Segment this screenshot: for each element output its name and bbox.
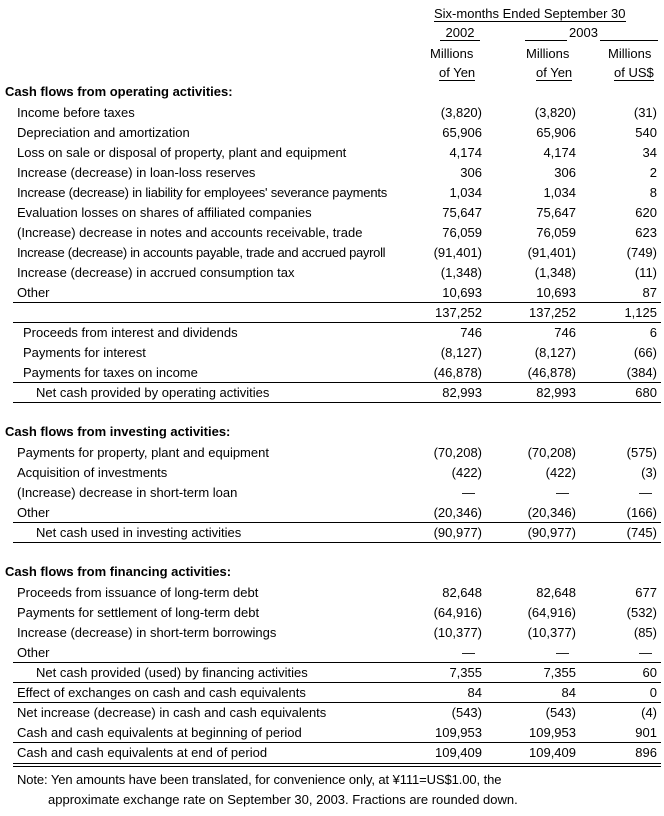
value-2002: (8,127) <box>440 345 482 360</box>
value-usd: (4) <box>641 705 657 720</box>
value-usd: (31) <box>633 105 657 120</box>
financing-section-title: Cash flows from financing activities: <box>5 564 232 579</box>
value-2002: (543) <box>451 705 482 720</box>
value-2002: (3,820) <box>440 105 482 120</box>
value-2002: 10,693 <box>442 285 482 300</box>
row-label: Income before taxes <box>17 105 135 120</box>
row-label: Other <box>17 505 50 520</box>
value-2003: — <box>556 485 569 500</box>
year-2002-header: 2002 <box>440 26 480 41</box>
value-2003: 109,409 <box>529 745 576 760</box>
value-usd: 540 <box>635 125 657 140</box>
row-label: Other <box>17 285 50 300</box>
value-2003: 109,953 <box>529 725 576 740</box>
subtotal-usd: 1,125 <box>624 305 657 320</box>
value-2003: 7,355 <box>543 665 576 680</box>
col2-unit: Millions <box>526 46 570 61</box>
col2-currency: of Yen <box>536 65 573 80</box>
value-2002: (422) <box>451 465 482 480</box>
value-2002: 82,993 <box>442 385 482 400</box>
row-label: Proceeds from issuance of long-term debt <box>17 585 259 600</box>
value-2002: 4,174 <box>449 145 482 160</box>
value-2003: 1,034 <box>543 185 576 200</box>
effect-row <box>0 683 664 703</box>
row-label: Acquisition of investments <box>17 465 168 480</box>
value-2003: (422) <box>545 465 576 480</box>
end-cash-row <box>0 743 664 763</box>
table-row <box>0 263 664 283</box>
net-financing-row <box>0 663 664 683</box>
value-2002: 746 <box>460 325 482 340</box>
value-usd: 87 <box>642 285 657 300</box>
row-label: Cash and cash equivalents at end of period <box>17 745 268 760</box>
value-2003: (64,916) <box>527 605 576 620</box>
row-label: Payments for settlement of long-term debt <box>17 605 260 620</box>
subtotal-2003: 137,252 <box>529 305 576 320</box>
value-usd: (85) <box>633 625 657 640</box>
value-2003: (70,208) <box>527 445 576 460</box>
value-usd: — <box>639 485 652 500</box>
net-investing-row <box>0 523 664 543</box>
col1-unit: Millions <box>430 46 474 61</box>
value-usd: 34 <box>642 145 657 160</box>
value-usd: (745) <box>626 525 657 540</box>
value-usd: 620 <box>635 205 657 220</box>
value-usd: 2 <box>649 165 657 180</box>
divider <box>13 402 661 403</box>
value-2002: (90,977) <box>433 525 482 540</box>
row-label: Depreciation and amortization <box>17 125 190 140</box>
value-usd: (166) <box>626 505 657 520</box>
operating-section-title: Cash flows from operating activities: <box>5 84 233 99</box>
table-row <box>0 223 664 243</box>
subtotal-2002: 137,252 <box>435 305 482 320</box>
value-usd: (66) <box>633 345 657 360</box>
value-2003: (8,127) <box>534 345 576 360</box>
value-2002: 76,059 <box>442 225 482 240</box>
table-row <box>0 203 664 223</box>
row-label: Effect of exchanges on cash and cash equivalents <box>17 685 306 700</box>
value-2003: (90,977) <box>527 525 576 540</box>
table-row <box>0 643 664 663</box>
row-label: Payments for taxes on income <box>23 365 198 380</box>
value-2002: (64,916) <box>433 605 482 620</box>
value-2003: 65,906 <box>536 125 576 140</box>
value-2002: 65,906 <box>442 125 482 140</box>
value-2003: 84 <box>561 685 576 700</box>
value-2002: 82,648 <box>442 585 482 600</box>
note-line-2: approximate exchange rate on September 30, 2003. Fractions are rounded down. <box>48 792 518 807</box>
row-label: (Increase) decrease in notes and accounts receivable, trade <box>17 225 363 240</box>
value-2003: 75,647 <box>536 205 576 220</box>
table-row <box>0 463 664 483</box>
col3-unit: Millions <box>608 46 652 61</box>
value-2002: (20,346) <box>433 505 482 520</box>
value-usd: (532) <box>626 605 657 620</box>
table-row <box>0 623 664 643</box>
row-label: Increase (decrease) in accounts payable, trade and accrued payroll <box>17 245 386 260</box>
table-row <box>0 163 664 183</box>
row-label: Cash and cash equivalents at beginning of period <box>17 725 302 740</box>
double-rule-top <box>13 763 661 764</box>
row-label: Proceeds from interest and dividends <box>23 325 238 340</box>
col3-currency: of US$ <box>614 65 654 80</box>
value-2002: (46,878) <box>433 365 482 380</box>
value-usd: 6 <box>649 325 657 340</box>
net-operating-row <box>0 383 664 403</box>
net-increase-row <box>0 703 664 723</box>
value-2003: (3,820) <box>534 105 576 120</box>
table-row <box>0 103 664 123</box>
value-2003: 746 <box>554 325 576 340</box>
row-label: Evaluation losses on shares of affiliated companies <box>17 205 312 220</box>
value-usd: 60 <box>642 665 657 680</box>
value-usd: 0 <box>649 685 657 700</box>
table-row <box>0 183 664 203</box>
value-usd: 8 <box>649 185 657 200</box>
value-2002: 109,953 <box>435 725 482 740</box>
table-row <box>0 583 664 603</box>
table-row <box>0 123 664 143</box>
year-2003-rule-left <box>525 40 567 41</box>
value-usd: (384) <box>626 365 657 380</box>
table-row <box>0 323 664 343</box>
table-row <box>0 283 664 303</box>
value-2002: (1,348) <box>440 265 482 280</box>
beginning-cash-row <box>0 723 664 743</box>
value-2003: 4,174 <box>543 145 576 160</box>
row-label: Payments for interest <box>23 345 146 360</box>
value-2003: 82,648 <box>536 585 576 600</box>
value-2003: (20,346) <box>527 505 576 520</box>
row-label: Net cash provided by operating activities <box>36 385 270 400</box>
row-label: Net cash used in investing activities <box>36 525 242 540</box>
value-2002: — <box>462 645 475 660</box>
value-2002: (10,377) <box>433 625 482 640</box>
value-usd: 901 <box>635 725 657 740</box>
table-row <box>0 143 664 163</box>
double-rule-bottom <box>13 766 661 767</box>
subtotal-row <box>0 303 664 323</box>
value-usd: (3) <box>641 465 657 480</box>
table-row <box>0 603 664 623</box>
value-2002: 75,647 <box>442 205 482 220</box>
table-row <box>0 363 664 383</box>
value-2002: 109,409 <box>435 745 482 760</box>
row-label: (Increase) decrease in short-term loan <box>17 485 238 500</box>
value-2003: (91,401) <box>527 245 576 260</box>
value-usd: 677 <box>635 585 657 600</box>
value-2002: (91,401) <box>433 245 482 260</box>
value-2002: 1,034 <box>449 185 482 200</box>
row-label: Increase (decrease) in liability for employees' severance payments <box>17 185 388 200</box>
table-row <box>0 343 664 363</box>
table-row <box>0 483 664 503</box>
row-label: Net increase (decrease) in cash and cash equivalents <box>17 705 327 720</box>
col1-currency: of Yen <box>439 65 476 80</box>
divider <box>13 542 661 543</box>
table-row <box>0 503 664 523</box>
value-usd: (749) <box>626 245 657 260</box>
year-2003-header: 2003 <box>569 25 598 40</box>
row-label: Increase (decrease) in short-term borrowings <box>17 625 277 640</box>
investing-section-title: Cash flows from investing activities: <box>5 424 231 439</box>
value-2003: 76,059 <box>536 225 576 240</box>
value-usd: 623 <box>635 225 657 240</box>
row-label: Increase (decrease) in loan-loss reserves <box>17 165 256 180</box>
table-row <box>0 443 664 463</box>
period-header: Six-months Ended September 30 <box>434 6 626 21</box>
value-usd: 680 <box>635 385 657 400</box>
row-label: Other <box>17 645 50 660</box>
value-2002: (70,208) <box>433 445 482 460</box>
value-usd: (575) <box>626 445 657 460</box>
table-row <box>0 243 664 263</box>
value-2002: 84 <box>467 685 482 700</box>
value-2003: 82,993 <box>536 385 576 400</box>
value-2002: 306 <box>460 165 482 180</box>
value-2003: (10,377) <box>527 625 576 640</box>
value-2003: (46,878) <box>527 365 576 380</box>
row-label: Increase (decrease) in accrued consumption tax <box>17 265 295 280</box>
value-2003: (1,348) <box>534 265 576 280</box>
row-label: Loss on sale or disposal of property, plant and equipment <box>17 145 347 160</box>
row-label: Net cash provided (used) by financing activities <box>36 665 308 680</box>
value-2003: 10,693 <box>536 285 576 300</box>
row-label: Payments for property, plant and equipment <box>17 445 269 460</box>
value-2003: — <box>556 645 569 660</box>
value-usd: — <box>639 645 652 660</box>
value-usd: 896 <box>635 745 657 760</box>
value-2002: 7,355 <box>449 665 482 680</box>
note-line-1: Note: Yen amounts have been translated, for convenience only, at ¥111=US$1.00, the <box>17 772 502 787</box>
value-2003: 306 <box>554 165 576 180</box>
value-usd: (11) <box>634 265 657 280</box>
year-2003-rule-right <box>600 40 658 41</box>
value-2003: (543) <box>545 705 576 720</box>
value-2002: — <box>462 485 475 500</box>
